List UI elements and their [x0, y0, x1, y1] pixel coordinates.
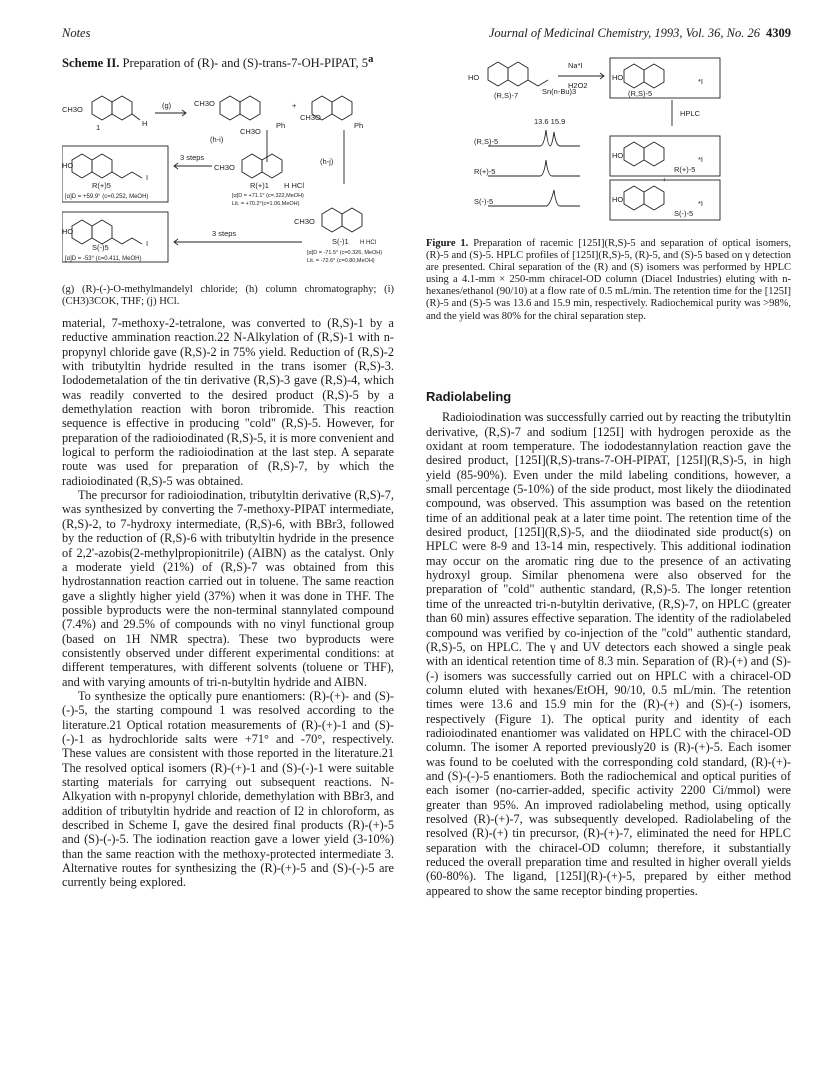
- figure-caption-text: Preparation of racemic [125I](R,S)-5 and separation of optical isomers, (R)-5 and (S)-5. HPLC profiles of [125I](R,S)-5, (R)-5, and (S)-5 based on γ detection are presented. Chiral separation of the (R) and (S) isomers was performed by HPLC using a 4.1-mm × 250-mm chiracel-OD column (Diacel Industries) eluting with n-hexanes/ethanol (90/10) at a flow rate of 0.5 mL/min. The retention time for the [125I](R)-5 and (S)-5 was 13.6 and 15.9 min, respectively. Radiochemical purity was >98%, and the yield was 80% for the chiral separation step.: [426, 238, 791, 322]
- scheme-svg: [62, 84, 382, 274]
- ring-aromatic-s-minus-5: [624, 186, 644, 210]
- scheme-label-step-hj: (h-j): [320, 157, 334, 166]
- ring-tetralin-s5: [92, 220, 112, 244]
- scheme-label-r1-rot: [α]D = +71.1° (c=.322,MeOH): [232, 193, 304, 199]
- scheme-label-s5-rot: [α]D = -53° (c=0.411, MeOH): [65, 256, 142, 262]
- page-number: 4309: [766, 26, 791, 40]
- ring-aromatic-2: [220, 96, 240, 120]
- scheme-label-s1-rot: [α]D = -71.5° (c=0.326, MeOH): [307, 250, 382, 256]
- ring-aromatic-1: [92, 96, 112, 120]
- figure-caption-label: Figure 1.: [426, 238, 469, 249]
- figure-label-peaks: 13.6 15.9: [534, 117, 566, 126]
- scheme-label-r1-lit: Lit. = +70.2°(c=1.06,MeOH): [232, 201, 300, 207]
- ring-tetralin-s-minus-5: [644, 186, 664, 210]
- scheme-label-i-1: I: [146, 173, 149, 182]
- figure-label-r5-arrow: R(+)-5: [474, 167, 496, 176]
- figure-label-rs5-arrow: (R,S)-5: [474, 137, 499, 146]
- scheme-label-ch3o-2: CH3O: [194, 99, 215, 108]
- figure-label-ho-2: HO: [612, 73, 624, 82]
- scheme-label-r5-rot: [α]D = +59.9° (c=0.252, MeOH): [65, 194, 149, 200]
- figure-label-na125i: Na*I: [568, 61, 583, 70]
- ring-aromatic-s5: [72, 220, 92, 244]
- journal-citation: Journal of Medicinal Chemistry, 1993, Vol. 36, No. 26: [488, 26, 760, 40]
- scheme-footnote: [62, 284, 394, 308]
- figure-label-ho-3: HO: [612, 151, 624, 160]
- ring-tetralin-rs5: [644, 64, 664, 88]
- figure-caption: [426, 238, 791, 323]
- ring-tetralin-3: [332, 96, 352, 120]
- scheme-label-r1: R(+)1: [250, 181, 269, 190]
- scheme-label-h-hcl-1: H HCl: [284, 181, 304, 190]
- scheme-label-h-1: H: [142, 119, 148, 128]
- chain-s5: [112, 238, 142, 244]
- scheme-label-cmpd1: 1: [96, 123, 101, 132]
- scheme-label-ho-1: HO: [62, 161, 74, 170]
- scheme-label: Scheme II.: [62, 56, 120, 71]
- scheme-label-plus: +: [292, 101, 297, 110]
- scheme-label-ch3o-3: CH3O: [300, 113, 321, 122]
- figure-svg: [460, 50, 780, 230]
- ring-aromatic-r-plus-5: [624, 142, 644, 166]
- scheme-label-ph-2: Ph: [354, 121, 364, 130]
- ring-aromatic-rs7: [488, 62, 508, 86]
- section-heading: Radiolabeling: [426, 389, 512, 404]
- ring-aromatic-rs5: [624, 64, 644, 88]
- ring-tetralin-r1: [262, 154, 282, 178]
- figure-label-i-2: *I: [698, 155, 704, 164]
- scheme-diagram: [62, 84, 382, 274]
- ring-tetralin-r5: [92, 154, 112, 178]
- ring-tetralin-s1: [342, 208, 362, 232]
- box-rs5: [610, 58, 720, 98]
- ring-tetralin-r-plus-5: [644, 142, 664, 166]
- paragraph: Radioiodination was successfully carried out by reacting the tributyltin derivative, (R,S)-7 and sodium [125I] with hydrogen peroxide as the oxidant at room temperature. The iododestannylation reaction gave the desired product, [125I](R,S)-trans-7-OH-PIPAT, [125I](R,S)-5, in high yield (85-90%). Even under the mild labeling conditions, however, a small percentage (5-10%) of the side product, most likely the diiodinated compound, was observed. This assumption was based on the retention time of an additional peak at a later time point. The retention time of the desired product, [125I](R,S)-5, and the diiodinated side product(s) on HPLC were 8-9 and 13-14 min, respectively. This additional iodination may occur on the aromatic ring due to the presence of an activating hydroxyl group. Similar phenomena were also observed for the preparation of "cold" authentic standard, (R,S)-5. The longer retention time of the unreacted tri-n-butyltin derivative, (R,S)-7, on HPLC (greater than 60 min) assures effective separation. The identity of the radiolabeled compound was verified by co-injection of the "cold" authentic standard, (R,S)-5, on HPLC. The γ and UV detectors each showed a single peak with an identical retention time of 8.3 min. Separation of (R)-(+) and (S)-(-) isomers was successfully carried out on HPLC with a chiracel-OD column eluted with hexanes/EtOH, 90/10, 0.5 mL/min. The retention times were 13.6 and 15.9 min for the (R)-(+) and (S)-(-) isomers, respectively (Figure 1). The optical purity and identity of each radioiodinated enantiomer was validated on HPLC with the chiracel-OD column. The isomer A reported previously20 is (R)-(+)-5. Each isomer was found to be coeluted with the corresponding cold standard, (R)-(+)- and (S)-(-)-5 enantiomers. Both the radiochemical and optical purities of each isomer (no-carrier-added, specific activity 2200 Ci/mmol) were greater than 95%. An improved radiolabeling method, using optically resolved (R)-(+)-7, was subsequently developed. Radiolabeling of the resolved (R)-(+) tin precursor, (R)-(+)-7, eliminated the need for HPLC separation with the chiracel-OD column; therefore, it substantially reduced the overall preparation time and resulted in higher overall yields (60-80%). The ligand, [125I](R)-(+)-5, prepared by either method appeared to show the same receptor binding properties.: [426, 410, 792, 898]
- scheme-label-step-hi: (h-i): [210, 135, 224, 144]
- figure-label-h2o2: H2O2: [568, 81, 588, 90]
- scheme-label-s1-lit: Lit. = -72.6° (c=0.80,MeOH): [307, 258, 375, 264]
- ring-tetralin-rs7: [508, 62, 528, 86]
- scheme-caption: Preparation of (R)- and (S)-trans-7-OH-PIPAT, 5: [122, 56, 369, 71]
- paragraph: material, 7-methoxy-2-tetralone, was converted to (R,S)-1 by a reductive ammination reaction.22 N-Alkylation of (R,S)-1 with n-propynyl chloride gave (R,S)-2 in 75% yield. Reduction of (R,S)-2 with tributyltin hydride resulted in the trans isomer (R,S)-3. Iododemetalation of the tin derivative (R,S)-3 gave (R,S)-4, which was readily converted to the desired product (R,S)-5 by a demethylation reaction with boron tribromide. This reaction sequence is effective in producing "cold" (R,S)-5. However, for preparation of the radioiodinated (R,S)-5, it is more convenient and logical to perform the radioiodination at the last step. A separate route was used for preparation of (R,S)-7, by which the radioiodinated (R,S)-5 was obtained.: [62, 316, 394, 488]
- bond-n-1: [132, 114, 140, 120]
- paragraph: To synthesize the optically pure enantiomers: (R)-(+)- and (S)-(-)-5, the starting compound 1 was resolved according to the literature.21 Optical rotation measurements of (R)-(+)-1 and (S)-(-)-1 as hydrochloride salts were +71° and -70°, respectively. These values are consistent with those reported in the literature.21 The resolved optical isomers (R)-(+)-1 and (S)-(-)-1 were suitable starting materials for carrying out subsequent reactions. N-Alkyation with n-propynyl chloride, demethylation with BBr3, and addition of tributyltin hydride and reaction of I2 in chloroform, as described in Scheme I, gave the desired final products (R)-(+)-5 and (S)-(-)-5. The iodination reaction gave a lower yield (3-10%) than the same reaction with the methoxy-protected intermediate 3. Alternative routes for synthesizing the (R)-(+)-5 and (S)-(-)-5 are currently being explored.: [62, 688, 394, 890]
- figure-label-rs5: (R,S)-5: [628, 89, 653, 98]
- ring-aromatic-s1: [322, 208, 342, 232]
- trace-r5: [488, 160, 580, 176]
- figure-label-ho-4: HO: [612, 195, 624, 204]
- box-s5: [62, 212, 168, 262]
- ring-aromatic-r5: [72, 154, 92, 178]
- scheme-label-h-hcl-2: H HCl: [360, 240, 376, 246]
- scheme-label-step-g: (g): [162, 101, 172, 110]
- scheme-label-ch3o-5: CH3O: [214, 163, 235, 172]
- trace-rs5: [488, 130, 580, 146]
- figure-label-s-minus-5: S(-)-5: [674, 209, 694, 218]
- figure-label-i-1: *I: [698, 77, 704, 86]
- figure-label-r-plus-5: R(+)-5: [674, 165, 696, 174]
- figure-diagram: [460, 50, 780, 230]
- box-s-minus-5: [610, 180, 720, 220]
- left-column-body: [62, 316, 394, 890]
- scheme-label-3steps-1: 3 steps: [180, 153, 205, 162]
- scheme-label-ch3o-4: CH3O: [240, 127, 261, 136]
- ring-tetralin-1: [112, 96, 132, 120]
- figure-label-ho-1: HO: [468, 73, 480, 82]
- right-column-body: [426, 380, 791, 898]
- scheme-label-ph-1: Ph: [276, 121, 286, 130]
- figure-label-i-3: *I: [698, 199, 704, 208]
- box-r-plus-5: [610, 136, 720, 176]
- figure-label-plus: +: [662, 175, 667, 184]
- scheme-label-s1: S(-)1: [332, 237, 349, 246]
- scheme-label-r5: R(+)5: [92, 181, 111, 190]
- figure-label-s5-arrow: S(-)-5: [474, 197, 494, 206]
- scheme-caption-sup: a: [368, 54, 374, 65]
- ring-aromatic-r1: [242, 154, 262, 178]
- scheme-label-3steps-2: 3 steps: [212, 229, 237, 238]
- figure-label-rs7: (R,S)-7: [494, 91, 519, 100]
- scheme-label-ho-2: HO: [62, 227, 74, 236]
- scheme-label-s5: S(-)5: [92, 243, 109, 252]
- figure-label-hplc: HPLC: [680, 109, 701, 118]
- running-header-journal: [456, 26, 791, 41]
- chain-r5: [112, 172, 142, 178]
- figure-label-snbu3: Sn(n-Bu)3: [542, 87, 577, 96]
- ring-tetralin-2: [240, 96, 260, 120]
- scheme-label-ch3o-6: CH3O: [294, 217, 315, 226]
- chain-rs7: [528, 80, 548, 86]
- scheme-label-i-2: I: [146, 239, 149, 248]
- trace-s5: [488, 190, 580, 206]
- running-header-section: Notes: [62, 26, 91, 40]
- paragraph: The precursor for radioiodination, tributyltin derivative (R,S)-7, was synthesized by converting the 7-methoxy-PIPAT intermediate, (R,S)-2, to 7-hydroxy intermediate, (R,S)-6, with BBr3, followed by the reduction of (R,S)-6 with tributyltin hydride in the presence of 2,2'-azobis(2-methylpropionitrile) (AIBN) as the catalyst. Only a moderate yield (21%) of (R,S)-7 was obtained from this hydrostannation reaction carried out in toluene. The same reaction gave a slightly higher yield (37%) when it was done in THF. The possible byproducts were the non-terminal stannylated compound (7.4%) and 29.5% of compounds with no vinyl functional group (based on 1H NMR spectra). These two byproducts were consistently observed under different experimental conditions: at different temperatures, with different solvents (toluene or THF), and with varying amounts of tri-n-butyltin hydride and AIBN.: [62, 488, 394, 689]
- scheme-footnote-text: (g) (R)-(-)-O-methylmandelyl chloride; (h) column chromatography; (i) (CH3)3COK, THF; (j) HCl.: [62, 284, 394, 307]
- scheme-title: [62, 53, 394, 71]
- scheme-label-ch3o-1: CH3O: [62, 105, 83, 114]
